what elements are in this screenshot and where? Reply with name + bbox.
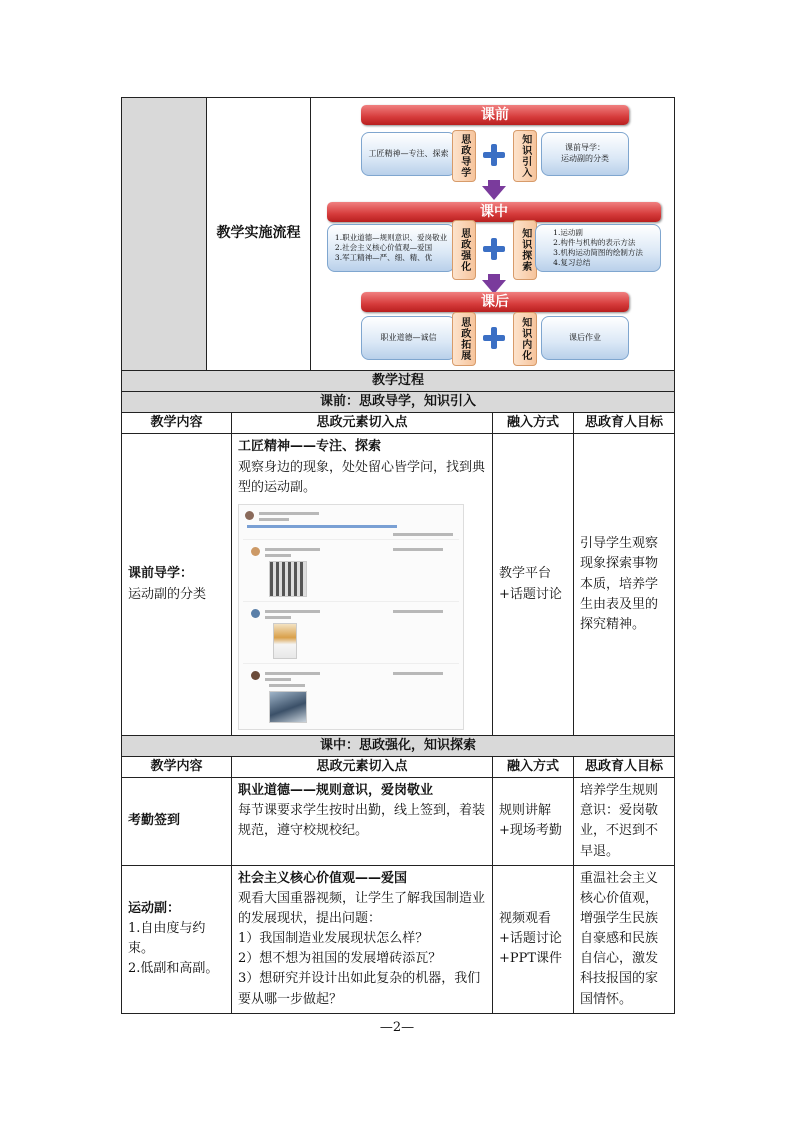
down-arrow-icon	[482, 186, 506, 200]
header-goal: 思政育人目标	[574, 413, 675, 434]
entry-item: 3）想研究并设计出如此复杂的机器，我们要从哪一步做起？	[238, 971, 481, 1007]
post-right-box: 课后作业	[541, 316, 629, 360]
goal-cell: 培养学生规则意识：爱岗敬业，不迟到不早退。	[574, 778, 675, 866]
pre-mid1-box: 思政导学	[452, 130, 476, 182]
header-method: 融入方式	[493, 756, 574, 777]
header-goal: 思政育人目标	[574, 756, 675, 777]
table-row	[122, 865, 675, 1013]
in-mid2-box: 知识探索	[513, 220, 537, 280]
document-page	[121, 97, 674, 1014]
post-left-box: 职业道德—诚信	[361, 316, 456, 360]
pre-left-box: 工匠精神—专注、探索	[361, 132, 456, 176]
flow-row-label: 教学实施流程	[216, 225, 301, 242]
content-text: 运动副的分类	[128, 586, 207, 602]
post-bar: 课后	[361, 292, 629, 312]
content-title: 运动副：	[128, 900, 181, 916]
discussion-screenshot	[238, 504, 464, 730]
in-left-box: 1.职业道德—规则意识、爱岗敬业 2.社会主义核心价值观—爱国 3.军工精神—严、细、精、优	[327, 224, 455, 272]
goal-cell: 重温社会主义核心价值观，增强学生民族自豪感和民族自信心，激发科技报国的家国情怀。	[574, 865, 675, 1013]
flow-diagram	[311, 98, 674, 370]
entry-title: 职业道德——规则意识，爱岗敬业	[238, 783, 434, 799]
content-item: 1.自由度与约束。	[128, 921, 206, 957]
lesson-table	[121, 97, 675, 1014]
entry-title: 工匠精神——专注、探索	[238, 439, 382, 455]
content-title: 课前导学：	[128, 566, 194, 582]
content-item: 2.低副和高副。	[128, 961, 219, 977]
method-cell: 规则讲解+现场考勤	[493, 778, 574, 866]
flow-row	[122, 98, 675, 371]
in-right-box: 1.运动副 2.构件与机构的表示方法 3.机构运动简图的绘制方法 4.复习总结	[535, 224, 661, 272]
pre-plus-icon	[483, 144, 505, 166]
process-title: 教学过程	[122, 371, 675, 392]
header-content: 教学内容	[122, 413, 232, 434]
entry-text: 观看大国重器视频，让学生了解我国制造业的发展现状，提出问题：	[238, 890, 486, 926]
header-entry: 思政元素切入点	[232, 756, 493, 777]
header-method: 融入方式	[493, 413, 574, 434]
pre-mid2-box: 知识引入	[513, 130, 537, 182]
post-plus-icon	[483, 327, 505, 349]
header-content: 教学内容	[122, 756, 232, 777]
table-row	[122, 778, 675, 866]
pre-right-box: 课前导学： 运动副的分类	[541, 132, 629, 176]
header-entry: 思政元素切入点	[232, 413, 493, 434]
method-cell: 教学平台+话题讨论	[493, 434, 574, 735]
in-section-title: 课中：思政强化，知识探索	[122, 735, 675, 756]
entry-title: 社会主义核心价值观——爱国	[238, 870, 408, 886]
method-cell: 视频观看+话题讨论+PPT课件	[493, 865, 574, 1013]
table-row	[122, 434, 675, 735]
post-mid1-box: 思政拓展	[452, 312, 476, 366]
in-mid1-box: 思政强化	[452, 220, 476, 280]
entry-text: 观察身边的现象，处处留心皆学问，找到典型的运动副。	[238, 459, 486, 495]
goal-cell: 引导学生观察现象探索事物本质，培养学生由表及里的探究精神。	[574, 434, 675, 735]
entry-item: 1）我国制造业发展现状怎么样？	[238, 931, 429, 947]
post-mid2-box: 知识内化	[513, 312, 537, 366]
in-plus-icon	[483, 238, 505, 260]
entry-item: 2）想不想为祖国的发展增砖添瓦？	[238, 951, 442, 967]
in-bar: 课中	[327, 202, 661, 222]
content-title: 考勤签到	[128, 813, 181, 829]
pre-section-title: 课前：思政导学，知识引入	[122, 392, 675, 413]
page-number: —2—	[379, 1020, 415, 1035]
pre-bar: 课前	[361, 105, 629, 125]
entry-text: 每节课要求学生按时出勤，线上签到，着装规范，遵守校规校纪。	[238, 803, 486, 839]
flow-gray-cell	[122, 98, 207, 370]
